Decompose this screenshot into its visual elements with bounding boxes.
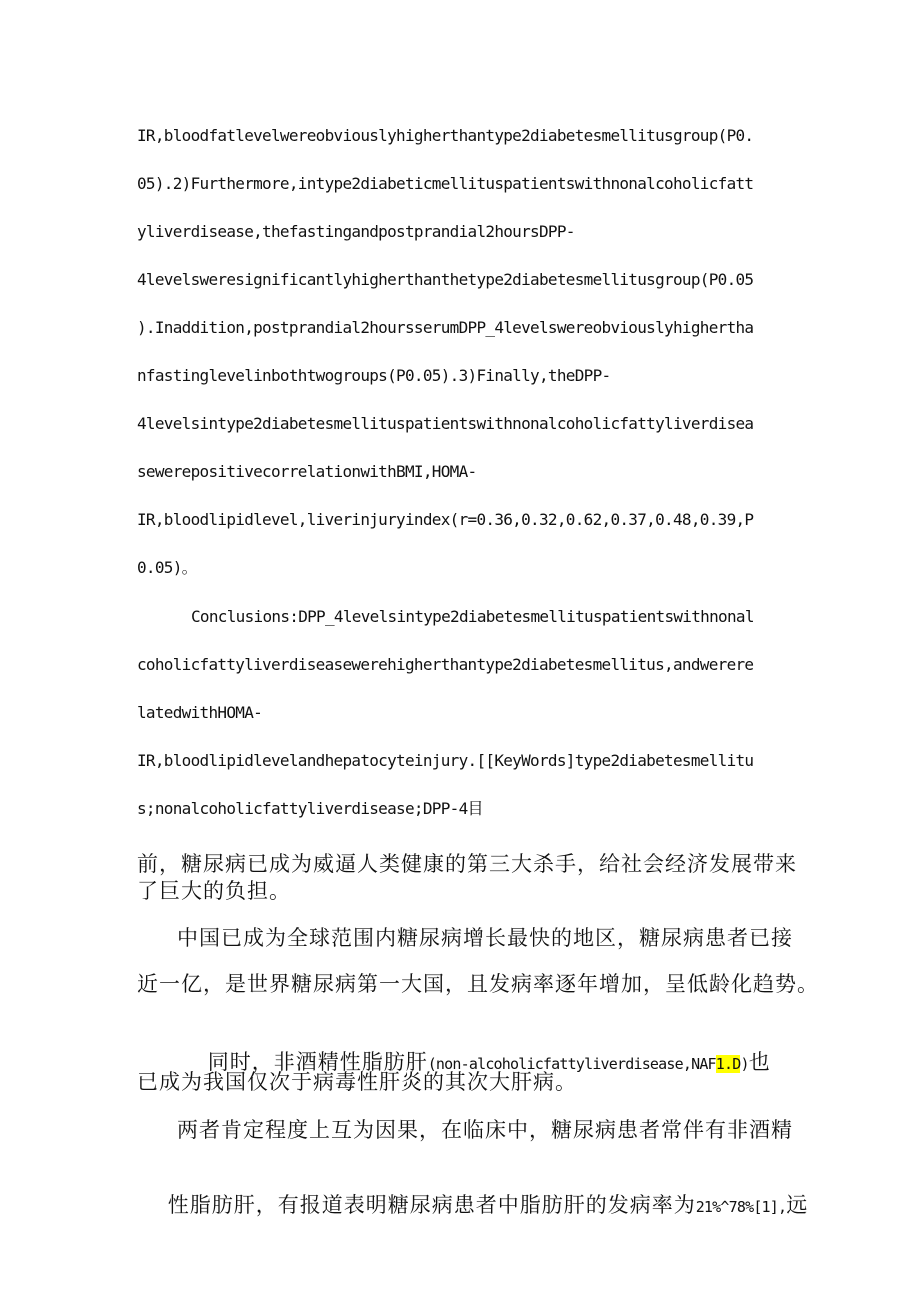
citation-text: 21%^78%[1], [695, 1198, 787, 1216]
conclusion-line: IR,bloodlipidlevelandhepatocyteinjury.[[KeyWords]type2diabetesmellitu [137, 751, 754, 770]
conclusion-line: Conclusions:DPP_4levelsintype2diabetesmellituspatientswithnonal [191, 607, 754, 626]
body-text: 性脂肪肝，有报道表明糖尿病患者中脂肪肝的发病率为 [167, 1193, 696, 1217]
conclusion-line: latedwithHOMA- [137, 703, 263, 722]
abstract-line: sewerepositivecorrelationwithBMI,HOMA- [137, 462, 477, 481]
abstract-line: 05).2)Furthermore,intype2diabeticmellituspatientswithnonalcoholicfatt [137, 174, 754, 193]
body-paragraph-line: 前，糖尿病已成为威逼人类健康的第三大杀手，给社会经济发展带来 [137, 852, 797, 876]
body-paragraph-line: 已成为我国仅次于病毒性肝炎的其次大肝病。 [137, 1070, 577, 1094]
body-text: 远 [786, 1193, 809, 1217]
term-english-close: ) [740, 1055, 749, 1073]
body-paragraph-line: 了巨大的负担。 [137, 879, 291, 903]
body-text: 也 [748, 1050, 771, 1074]
abstract-line: yliverdisease,thefastingandpostprandial2hoursDPP- [137, 222, 575, 241]
body-text: 同时，非酒精性脂肪肝 [207, 1050, 428, 1074]
body-paragraph-line: 两者肯定程度上互为因果，在临床中，糖尿病患者常伴有非酒精 [177, 1118, 793, 1142]
body-paragraph-line [137, 1163, 808, 1249]
abstract-line: nfastinglevelinbothtwogroups(P0.05).3)Finally,theDPP- [137, 366, 611, 385]
term-english: (non-alcoholicfattyliverdisease,NAF [427, 1055, 716, 1073]
conclusion-line: s;nonalcoholicfattyliverdisease;DPP-4目 [137, 799, 483, 818]
conclusion-line: coholicfattyliverdiseasewerehigherthantype2diabetesmellitus,andwerere [137, 655, 754, 674]
abstract-line: 4levelsintype2diabetesmellituspatientswithnonalcoholicfattyliverdisea [137, 414, 754, 433]
abstract-line: 0.05)。 [137, 558, 197, 577]
abstract-line: 4levelsweresignificantlyhigherthanthetype2diabetesmellitusgroup(P0.05 [137, 270, 754, 289]
highlighted-text: 1.D [715, 1055, 741, 1073]
body-paragraph-line: 近一亿，是世界糖尿病第一大国，且发病率逐年增加，呈低龄化趋势。 [137, 972, 819, 996]
abstract-line: ).Inaddition,postprandial2hoursserumDPP_4levelswereobviouslyhigherthа [137, 318, 754, 337]
abstract-line: IR,bloodlipidlevel,liverinjuryindex(r=0.36,0.32,0.62,0.37,0.48,0.39,P [137, 510, 754, 529]
body-paragraph-line: 中国已成为全球范围内糖尿病增长最快的地区，糖尿病患者已接 [177, 926, 793, 950]
abstract-line: IR,bloodfatlevelwereobviouslyhigherthantype2diabetesmellitusgroup(P0. [137, 126, 754, 145]
